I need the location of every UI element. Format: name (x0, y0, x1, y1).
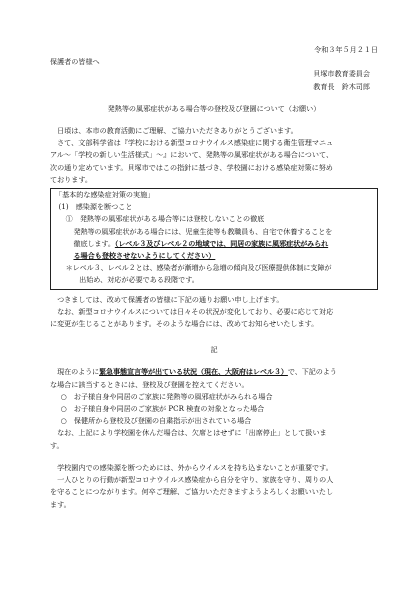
notice-highlight: 緊急事態宣言等が出ている状況（現在、大阪府はレベル３） (99, 367, 288, 377)
notice-line-2: な場合に該当するときには、登校及び登園を控えてください。 (50, 379, 249, 389)
box-highlight-1: （レベル３及びレベル２の地域では、同居の家族に風邪症状がみられ (114, 238, 329, 248)
box-note-line-1: ＊レベル３、レベル２とは、感染者が漸増から急増の傾向及び医療提供体制に支障が (65, 263, 332, 273)
box-note-line-2: 出始め、対応が必要である段階です。 (79, 275, 199, 285)
sender-org: 貝塚市教育委員会 (313, 69, 370, 79)
recipient: 保護者の皆様へ (50, 57, 100, 67)
notice-after-line-1: なお、上記により学校園を休んだ場合は、欠席とはせずに「出席停止」として扱いま (57, 428, 327, 438)
notice-after-line-2: す。 (50, 440, 64, 450)
intro-paragraph-2-line-3: 次の通り定めています。貝塚市ではこの指針に基づき、学校園における感染症対策に努め (50, 162, 333, 172)
closing-line-4: ます。 (50, 499, 71, 509)
after-box-paragraph-1: つきましては、改めて保護者の皆様に下記の通りお願い申し上げます。 (57, 294, 284, 304)
ki-heading: 記 (210, 345, 218, 355)
notice-item-2: ○ お子様自身や同居のご家族が PCR 検査の対象となった場合 (60, 404, 265, 414)
box-item-1: (1) 感染源を断つこと (58, 202, 133, 212)
box-line-a: 発熱等の風邪症状がある場合には、児童生徒等も教職員も、自宅で休養することを (73, 226, 333, 236)
notice-item-3: ○ 保健所から登校及び登園の自粛指示が出されている場合 (60, 416, 252, 426)
box-line-b-text: 徹底します。 (73, 238, 115, 248)
closing-line-2: 一人ひとりの行動が新型コロナウイルス感染症から自分を守り、家族を守り、周りの人 (57, 475, 334, 485)
box-subitem-1: ① 発熱等の風邪症状がある場合等には登校しないことの徹底 (65, 214, 265, 224)
intro-paragraph-2-line-1: さて、文部科学省は『学校における新型コロナウイルス感染症に関する衛生管理マニュ (57, 138, 334, 148)
notice-line-1-pre: 現在のように (57, 367, 100, 377)
box-line-c (55, 250, 373, 262)
notice-line-1 (50, 366, 378, 378)
notice-line-1-post: で、下記のよう (287, 367, 337, 377)
box-line-b (55, 238, 373, 250)
box-heading: 「基本的な感染症対策の実施」 (55, 190, 155, 200)
after-box-paragraph-2-line-1: なお、新型コロナウイルスについては日々その状況が変化しており、必要に応じて対応 (57, 306, 334, 316)
document-title: 発熱等の風邪症状がある場合等の登校及び登園について（お願い） (107, 103, 321, 113)
guideline-box (50, 188, 378, 290)
intro-paragraph-1: 日頃は、本市の教育活動にご理解、ご協力いただきありがとうございます。 (57, 126, 298, 136)
intro-paragraph-2-line-4: ております。 (50, 174, 92, 184)
notice-item-1: ○ お子様自身や同居のご家族に発熱等の風邪症状がみられる場合 (60, 391, 273, 401)
intro-paragraph-2-line-2: アル～「学校の新しい生活様式」～』において、発熱等の風邪症状がある場合について、 (50, 150, 334, 160)
date: 令和３年５月２１日 (314, 45, 378, 54)
closing-line-3: を守ることにつながります。何卒ご理解、ご協力いただきますようよろしくお願いいたし (50, 487, 334, 497)
closing-line-1: 学校園内での感染源を断つためには、外からウイルスを持ち込まないことが重要です。 (57, 462, 333, 472)
box-highlight-2: る場合も登校させないようにしてください） (73, 251, 216, 261)
after-box-paragraph-2-line-2: に変更が生じることがあります。そのような場合には、改めてお知らせいたします。 (50, 319, 319, 329)
sender-name: 教育長 鈴木司郎 (313, 81, 370, 91)
